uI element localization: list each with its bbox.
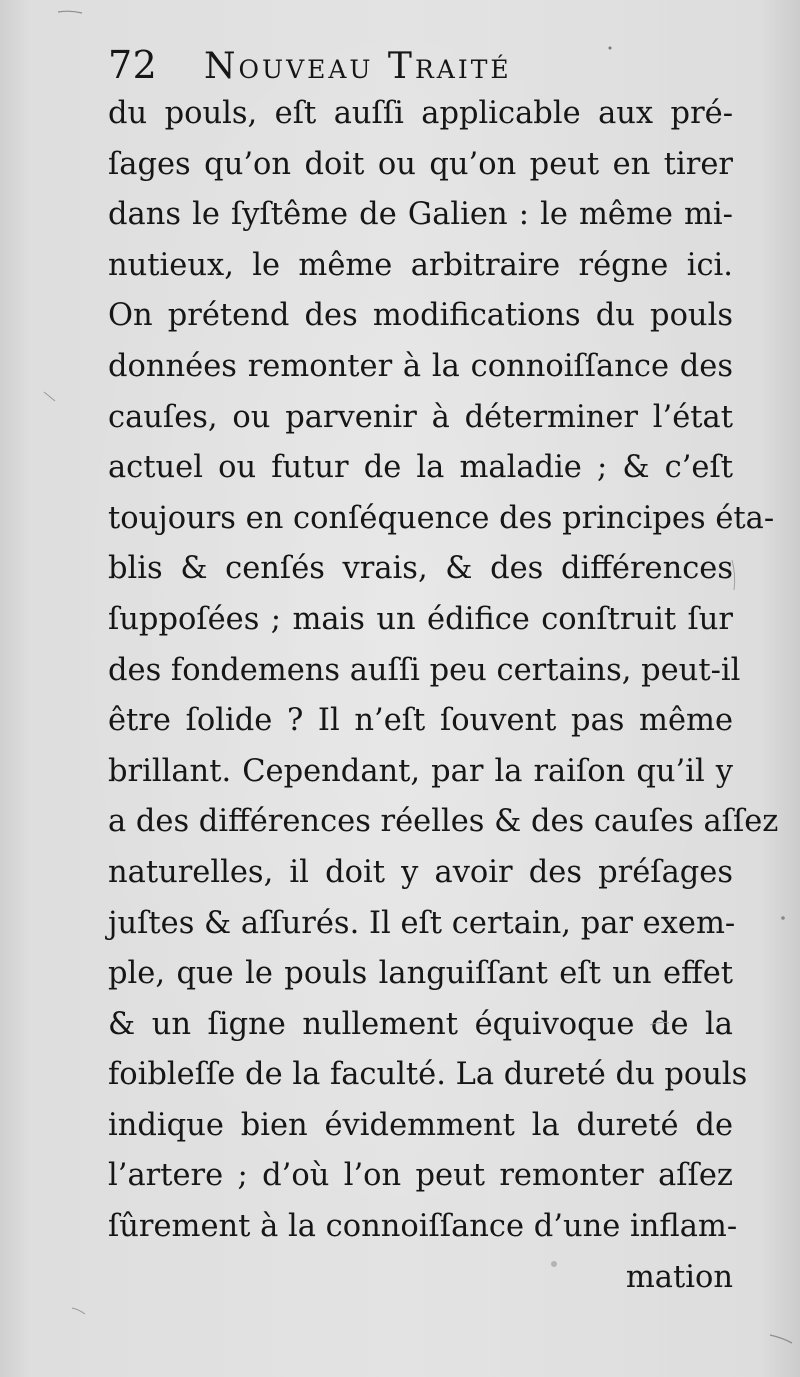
text-line: a des différences réelles & des cauſes aſſez	[108, 804, 779, 840]
text-line: données remonter à la connoiſſance des	[108, 348, 733, 384]
text-line: actuel ou futur de la maladie ; & c’eſt	[108, 450, 733, 486]
text-line: l’artere ; d’où l’on peut remonter aſſez	[108, 1158, 733, 1194]
body-text	[108, 89, 779, 1303]
text-line: juſtes & aſſurés. Il eſt certain, par exem-	[108, 905, 736, 941]
text-line: blis & cenſés vrais, & des différences	[108, 551, 733, 587]
page-header	[108, 40, 748, 90]
text-line: On prétend des modifications du pouls	[108, 298, 733, 334]
text-line: ſages qu’on doit ou qu’on peut en tirer	[108, 146, 733, 182]
text-line: brillant. Cependant, par la raiſon qu’il y	[108, 753, 733, 789]
text-line: des fondemens auſſi peu certains, peut-il	[108, 652, 741, 688]
text-line: naturelles, il doit y avoir des préſages	[108, 854, 733, 890]
text-line: ſûrement à la connoiſſance d’une inflam-	[108, 1209, 738, 1245]
text-line: foibleſſe de la faculté. La dureté du pouls	[108, 1057, 748, 1093]
text-line: indique bien évidemment la dureté de	[108, 1107, 733, 1143]
text-line: cauſes, ou parvenir à déterminer l’état	[108, 399, 733, 435]
text-line: du pouls, eſt auſſi applicable aux pré-	[108, 96, 733, 131]
catchword-line: mation	[625, 1259, 733, 1295]
text-line: & un ſigne nullement équivoque de la	[108, 1006, 733, 1042]
text-line: ple, que le pouls languiſſant eſt un effet	[108, 956, 733, 992]
text-line: être ſolide ? Il n’eſt ſouvent pas même	[108, 703, 733, 739]
text-line: nutieux, le même arbitraire régne ici.	[108, 247, 733, 283]
text-line: dans le ſyſtême de Galien : le même mi-	[108, 197, 733, 233]
page-number: 72	[108, 43, 158, 87]
text-line: toujours en conſéquence des principes éta-	[108, 500, 775, 536]
text-line: ſuppoſées ; mais un édifice conſtruit ſur	[108, 601, 733, 637]
running-title: Nouveau Traité	[204, 46, 512, 87]
